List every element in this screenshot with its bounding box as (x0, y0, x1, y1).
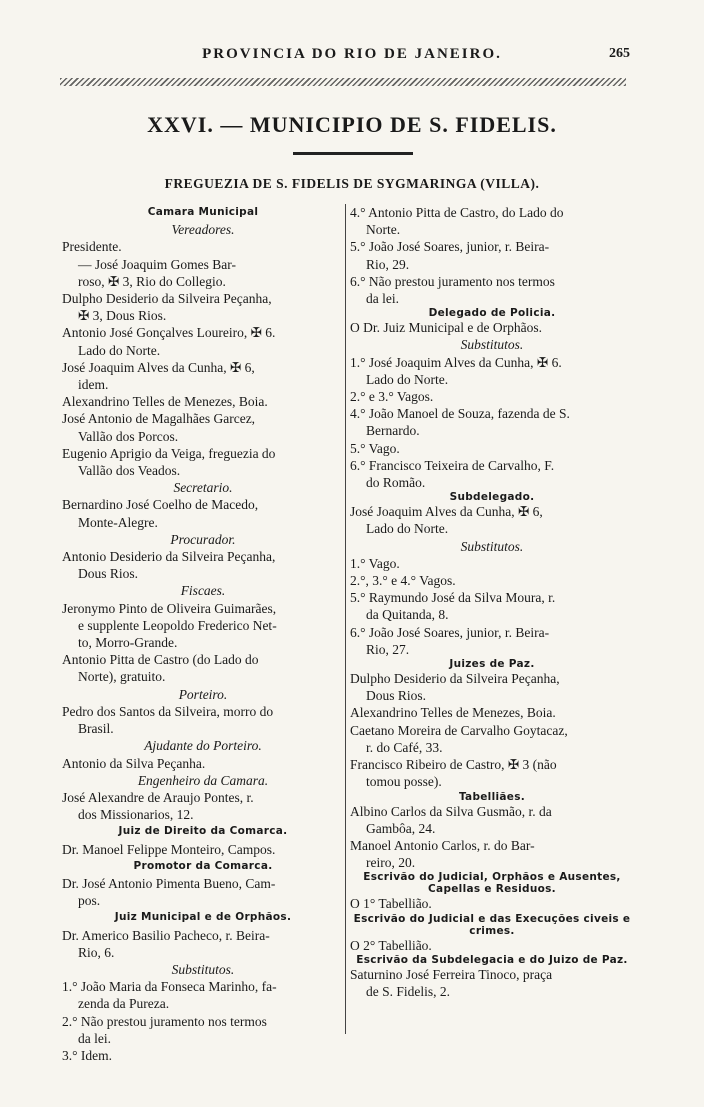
section-heading: Camara Municipal (147, 206, 259, 218)
entry-line: José Antonio de Magalhães Garcez, (62, 411, 256, 427)
entry-line: Alexandrino Telles de Menezes, Boia. (350, 705, 556, 721)
entry-line: Dous Rios. (366, 688, 427, 704)
section-heading: Escrivão do Judicial e das Execuções civeis e crimes. (353, 912, 631, 937)
section-subheading: Vereadores. (171, 222, 235, 238)
entry-line: Norte. (366, 222, 401, 238)
entry-line: Gambôa, 24. (366, 820, 436, 836)
section-subheading: Substitutos. (460, 538, 524, 554)
entry-line: Dous Rios. (78, 566, 139, 582)
section-heading: Juizes de Paz. (449, 658, 535, 671)
entry-line: da Quitanda, 8. (366, 607, 449, 623)
section-heading: Escrivão da Subdelegacia e do Juizo de Paz. (356, 953, 628, 966)
entry-line: Rio, 29. (366, 256, 410, 272)
entry-line: 2.° e 3.° Vagos. (350, 389, 434, 405)
running-head: PROVINCIA DO RIO DE JANEIRO. (202, 46, 502, 62)
entry-line: Alexandrino Telles de Menezes, Boia. (62, 394, 268, 410)
entry-line: José Joaquim Alves da Cunha, ✠ 6, (350, 504, 543, 520)
entry-line: Dr. Manoel Felippe Monteiro, Campos. (62, 841, 276, 857)
entry-line: Antonio da Silva Peçanha. (62, 755, 206, 771)
entry-line: r. do Café, 33. (366, 739, 443, 755)
entry-line: Monte-Alegre. (78, 514, 158, 530)
column-divider (345, 204, 346, 1034)
entry-line: Jeronymo Pinto de Oliveira Guimarães, (62, 600, 277, 616)
section-subheading: Substitutos. (171, 961, 235, 977)
entry-line: Pedro dos Santos da Silveira, morro do (62, 703, 274, 719)
entry-line: Dulpho Desiderio da Silveira Peçanha, (62, 291, 272, 307)
entry-line: Albino Carlos da Silva Gusmão, r. da (350, 803, 552, 819)
entry-line: Saturnino José Ferreira Tinoco, praça (350, 966, 553, 982)
left-column (62, 204, 344, 1064)
entry-line: ✠ 3, Dous Rios. (78, 308, 167, 324)
entry-line: pos. (78, 893, 101, 909)
entry-line: dos Missionarios, 12. (78, 807, 194, 823)
right-column (350, 204, 634, 1000)
entry-line: José Alexandre de Araujo Pontes, r. (62, 789, 254, 805)
entry-line: 4.° João Manoel de Souza, fazenda de S. (350, 406, 570, 422)
entry-line: 3.° Idem. (62, 1047, 113, 1063)
entry-line: Lado do Norte. (366, 371, 449, 387)
entry-line: do Romão. (366, 475, 426, 491)
entry-line: da lei. (78, 1030, 111, 1046)
entry-line: Norte), gratuito. (78, 669, 166, 685)
entry-line: José Joaquim Alves da Cunha, ✠ 6, (62, 359, 255, 375)
entry-line: Vallão dos Porcos. (78, 428, 179, 444)
entry-line: da lei. (366, 291, 399, 307)
entry-line: Caetano Moreira de Carvalho Goytacaz, (350, 722, 568, 738)
entry-line: Bernardo. (366, 423, 420, 439)
section-subheading: Ajudante do Porteiro. (144, 738, 262, 754)
entry-line: de S. Fidelis, 2. (366, 983, 451, 999)
section-heading: Promotor da Comarca. (133, 859, 273, 872)
entry-line: 4.° Antonio Pitta de Castro, do Lado do (350, 205, 564, 220)
entry-line: 5.° João José Soares, junior, r. Beira- (350, 239, 550, 255)
entry-line: O 2° Tabellião. (350, 937, 432, 953)
entry-line: Antonio José Gonçalves Loureiro, ✠ 6. (62, 325, 276, 341)
entry-line: Lado do Norte. (366, 521, 449, 537)
entry-line: to, Morro-Grande. (78, 635, 178, 651)
entry-line: Antonio Desiderio da Silveira Peçanha, (62, 549, 276, 565)
section-subheading: Substitutos. (460, 337, 524, 353)
entry-line: O Dr. Juiz Municipal e de Orphãos. (350, 320, 542, 336)
entry-line: Dr. José Antonio Pimenta Bueno, Cam- (62, 875, 276, 891)
entry-line: Dulpho Desiderio da Silveira Peçanha, (350, 671, 560, 687)
entry-line: e supplente Leopoldo Frederico Net- (78, 617, 277, 633)
entry-line: 2.°, 3.° e 4.° Vagos. (350, 573, 456, 589)
section-heading: Juiz de Direito da Comarca. (118, 825, 288, 838)
entry-line: Lado do Norte. (78, 342, 161, 358)
section-subheading: Secretario. (173, 480, 233, 496)
entry-line: 2.° Não prestou juramento nos termos (62, 1013, 267, 1029)
entry-line: 6.° João José Soares, junior, r. Beira- (350, 624, 550, 640)
section-subheading: Porteiro. (178, 686, 228, 702)
section-heading: Subdelegado. (449, 491, 535, 504)
entry-line: 1.° João Maria da Fonseca Marinho, fa- (62, 979, 277, 995)
section-heading: Delegado de Policia. (428, 307, 556, 320)
section-heading: Juiz Municipal e de Orphãos. (114, 911, 292, 924)
ornamental-rule (60, 78, 626, 86)
section-heading: Escrivão do Judicial, Orphãos e Ausentes, Capellas e Residuos. (363, 871, 621, 896)
entry-line: O 1° Tabellião. (350, 896, 432, 912)
entry-line: Eugenio Aprigio da Veiga, freguezia do (62, 445, 276, 461)
entry-line: Francisco Ribeiro de Castro, ✠ 3 (não (350, 757, 557, 773)
parish-title: FREGUEZIA DE S. FIDELIS DE SYGMARINGA (VILLA). (164, 176, 540, 191)
entry-line: Vallão dos Veados. (78, 463, 181, 479)
entry-line: zenda da Pureza. (78, 996, 170, 1012)
entry-line: 1.° Vago. (350, 555, 400, 571)
section-heading: Tabelliães. (458, 790, 526, 803)
entry-line: Antonio Pitta de Castro (do Lado do (62, 652, 259, 668)
entry-line: idem. (78, 377, 109, 393)
entry-line: — José Joaquim Gomes Bar- (78, 256, 236, 272)
section-subheading: Fiscaes. (180, 583, 226, 599)
entry-line: Dr. Americo Basilio Pacheco, r. Beira- (62, 927, 270, 943)
entry-line: 5.° Raymundo José da Silva Moura, r. (350, 590, 556, 606)
entry-line: Bernardino José Coelho de Macedo, (62, 497, 259, 513)
section-subheading: Procurador. (170, 531, 236, 547)
entry-line: 6.° Não prestou juramento nos termos (350, 273, 555, 289)
entry-line: 1.° José Joaquim Alves da Cunha, ✠ 6. (350, 354, 562, 370)
entry-line: 6.° Francisco Teixeira de Carvalho, F. (350, 457, 555, 473)
municipality-title: XXVI. — MUNICIPIO DE S. FIDELIS. (147, 112, 557, 137)
title-rule (293, 152, 413, 155)
entry-line: 5.° Vago. (350, 440, 400, 456)
entry-line: reiro, 20. (366, 855, 416, 871)
section-subheading: Engenheiro da Camara. (137, 772, 269, 788)
entry-line: Brasil. (78, 721, 114, 737)
entry-line: Rio, 6. (78, 944, 115, 960)
entry-line: Rio, 27. (366, 641, 410, 657)
entry-line: Manoel Antonio Carlos, r. do Bar- (350, 837, 535, 853)
page-number: 265 (609, 46, 630, 61)
entry-line: tomou posse). (366, 774, 442, 790)
entry-line: roso, ✠ 3, Rio do Collegio. (78, 273, 226, 289)
entry-line: Presidente. (62, 239, 122, 255)
